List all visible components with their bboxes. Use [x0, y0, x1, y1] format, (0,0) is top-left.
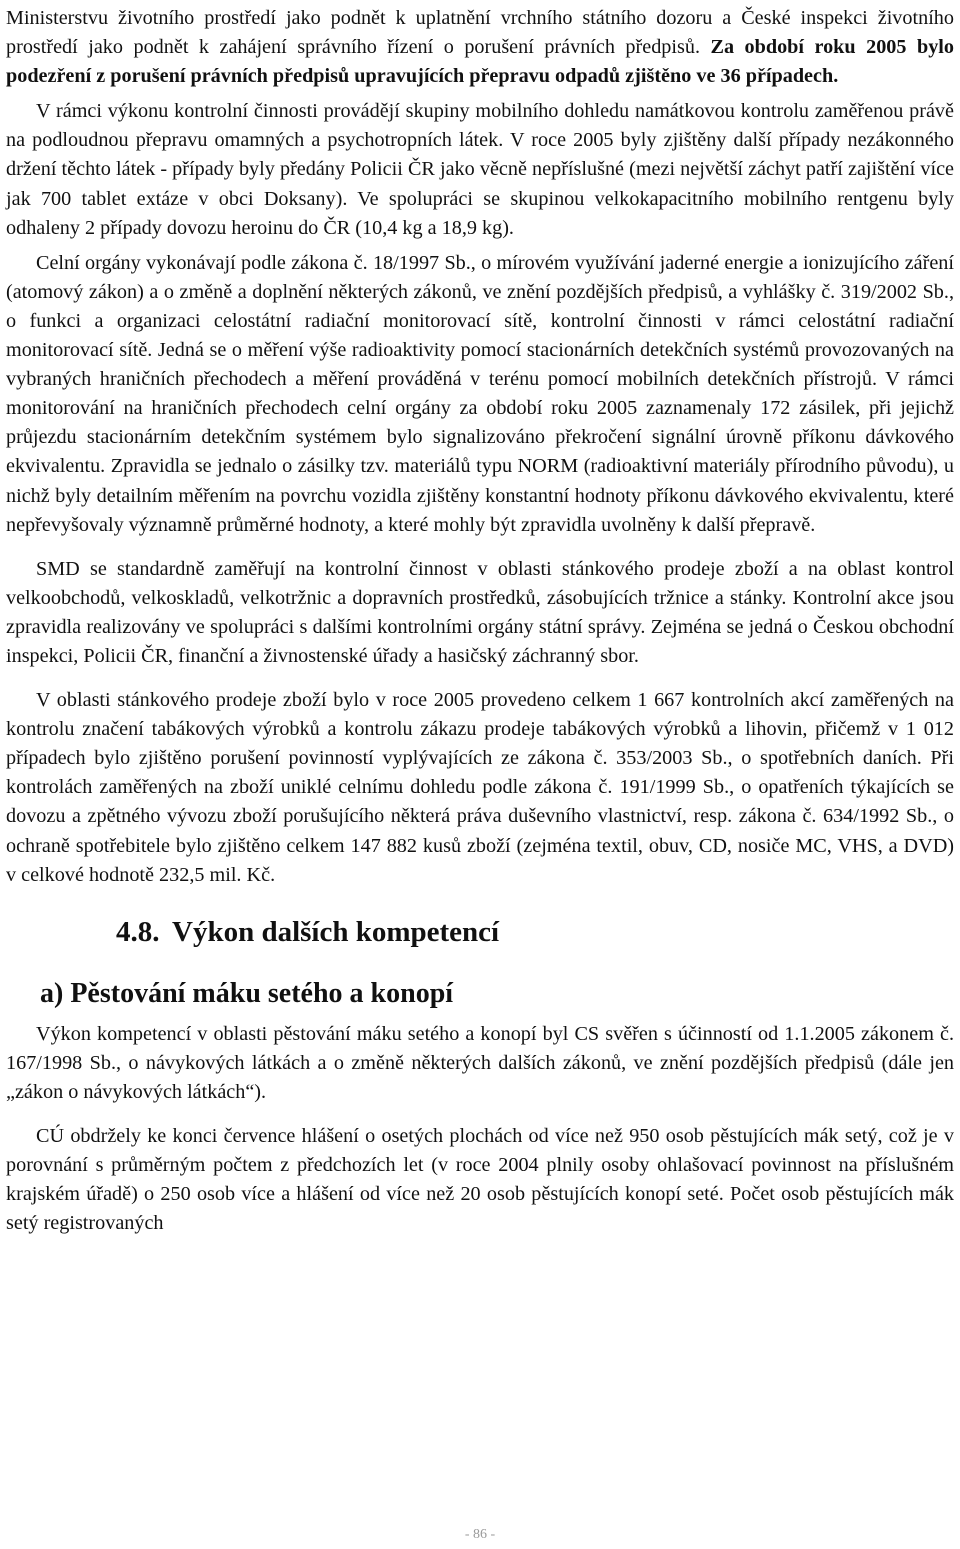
paragraph-drugs: V rámci výkonu kontrolní činnosti provádějí skupiny mobilního dohledu namátkovou kontrolu zaměřenou právě na podloudnou přepravu omamných a psychotropních látek. V roce 2005 byly zjištěny další případy nezákonného držení těchto látek - případy byly předány Policii ČR jako věcně nepříslušné (mezi největší záchyt patří zajištění více jak 700 tablet extáze v obci Doksany). Ve spolupráci se skupinou velkokapacitního mobilního rentgenu byly odhaleny 2 případy dovozu heroinu do ČR (10,4 kg a 18,9 kg). — [6, 100, 954, 239]
bold-statement: Za období roku 2005 bylo podezření z porušení právních předpisů upravujících přepravu odpadů zjištěno ve 36 případech. — [6, 36, 954, 88]
section-heading — [116, 914, 954, 950]
section-number: 4.8. — [116, 915, 160, 948]
paragraph-smd: SMD se standardně zaměřují na kontrolní činnost v oblasti stánkového prodeje zboží a na oblast kontrol velkoobchodů, velkoskladů, velkotržnic a dopravních prostředků, zásobujících tržnice a stánky. Kontrolní akce jsou zpravidla realizovány ve spolupráci s dalšími kontrolními orgány státní správy. Zejména se jedná o Českou obchodní inspekci, Policii ČR, finanční a živnostenské úřady a hasičský záchranný sbor. — [6, 557, 954, 667]
section-title: Výkon dalších kompetencí — [172, 915, 500, 948]
paragraph-waste-transport — [6, 4, 954, 91]
subsection-heading: a) Pěstování máku setého a konopí — [40, 977, 454, 1009]
paragraph-radiation: Celní orgány vykonávají podle zákona č. 18/1997 Sb., o mírovém využívání jaderné energie a ionizujícího záření (atomový zákon) a o změně a doplnění některých zákonů, ve znění pozdějších předpisů, a vyhlášky č. 319/2002 Sb., o funkci a organizaci celostátní radiační monitorovací sítě, kontrolní činnosti v rámci celostátní radiační monitorovací sítě. Jedná se o měření výše radioaktivity pomocí stacionárních detekčních systémů provozovaných na vybraných hraničních přechodech a měření prováděná v terénu pomocí mobilních detekčních přístrojů. V rámci monitorování na hraničních přechodech celní orgány za období roku 2005 zaznamenaly 172 zásilek, při jejichž průjezdu stacionárním detekčním systémem bylo signalizováno překročení signální úrovně příkonu dávkového ekvivalentu. Zpravidla se jednalo o zásilky tzv. materiálů typu NORM (radioaktivní materiály přírodního původu), u nichž byly detailním měřením na povrchu vozidla zjištěny konstantní hodnoty příkonu dávkového ekvivalentu, které nepřevyšovaly významně průměrné hodnoty, a které mohly být zpravidla uvolněny k další přepravě. — [6, 251, 954, 536]
page-number: - 86 - — [464, 1527, 496, 1542]
document-page — [6, 4, 954, 1238]
paragraph-competences: Výkon kompetencí v oblasti pěstování máku setého a konopí byl CS svěřen s účinností od 1.1.2005 zákonem č. 167/1998 Sb., o návykových látkách a o změně některých dalších zákonů, ve znění pozdějších předpisů (dále jen „zákon o návykových látkách“). — [6, 1022, 954, 1103]
paragraph-stall-sales: V oblasti stánkového prodeje zboží bylo v roce 2005 provedeno celkem 1 667 kontrolních akcí zaměřených na kontrolu značení tabákových výrobků a kontrolu zákazu prodeje tabákových výrobků a lihovin, přičemž v 1 012 případech bylo zjištěno porušení povinností vyplývajících ze zákona č. 353/2003 Sb., o spotřebních daních. Při kontrolách zaměřených na zboží uniklé celnímu dohledu podle zákona č. 191/1999 Sb., o opatřeních týkajících se dovozu a zpětného vývozu zboží porušujícího některá práva duševního vlastnictví, resp. zákona č. 634/1992 Sb., o ochraně spotřebitele bylo zjištěno celkem 147 882 kusů zboží (zejména textil, obuv, CD, nosiče MC, VHS, a DVD) v celkové hodnotě 232,5 mil. Kč. — [6, 689, 954, 886]
paragraph-poppy-reports: CÚ obdržely ke konci července hlášení o osetých plochách od více než 950 osob pěstujících mák setý, což je v porovnání s průměrným počtem z předchozích let (v roce 2004 plnily osoby ohlašovací povinnost na příslušném krajském úřadě) o 250 osob více a hlášení od více než 20 osob pěstujících konopí seté. Počet osob pěstujících mák setý registrovaných — [6, 1125, 954, 1235]
paragraph-text: Ministerstvu životního prostředí jako podnět k uplatnění vrchního státního dozoru a České inspekci životního prostředí jako podnět k zahájení správního řízení o porušení právních předpisů. — [6, 7, 954, 59]
